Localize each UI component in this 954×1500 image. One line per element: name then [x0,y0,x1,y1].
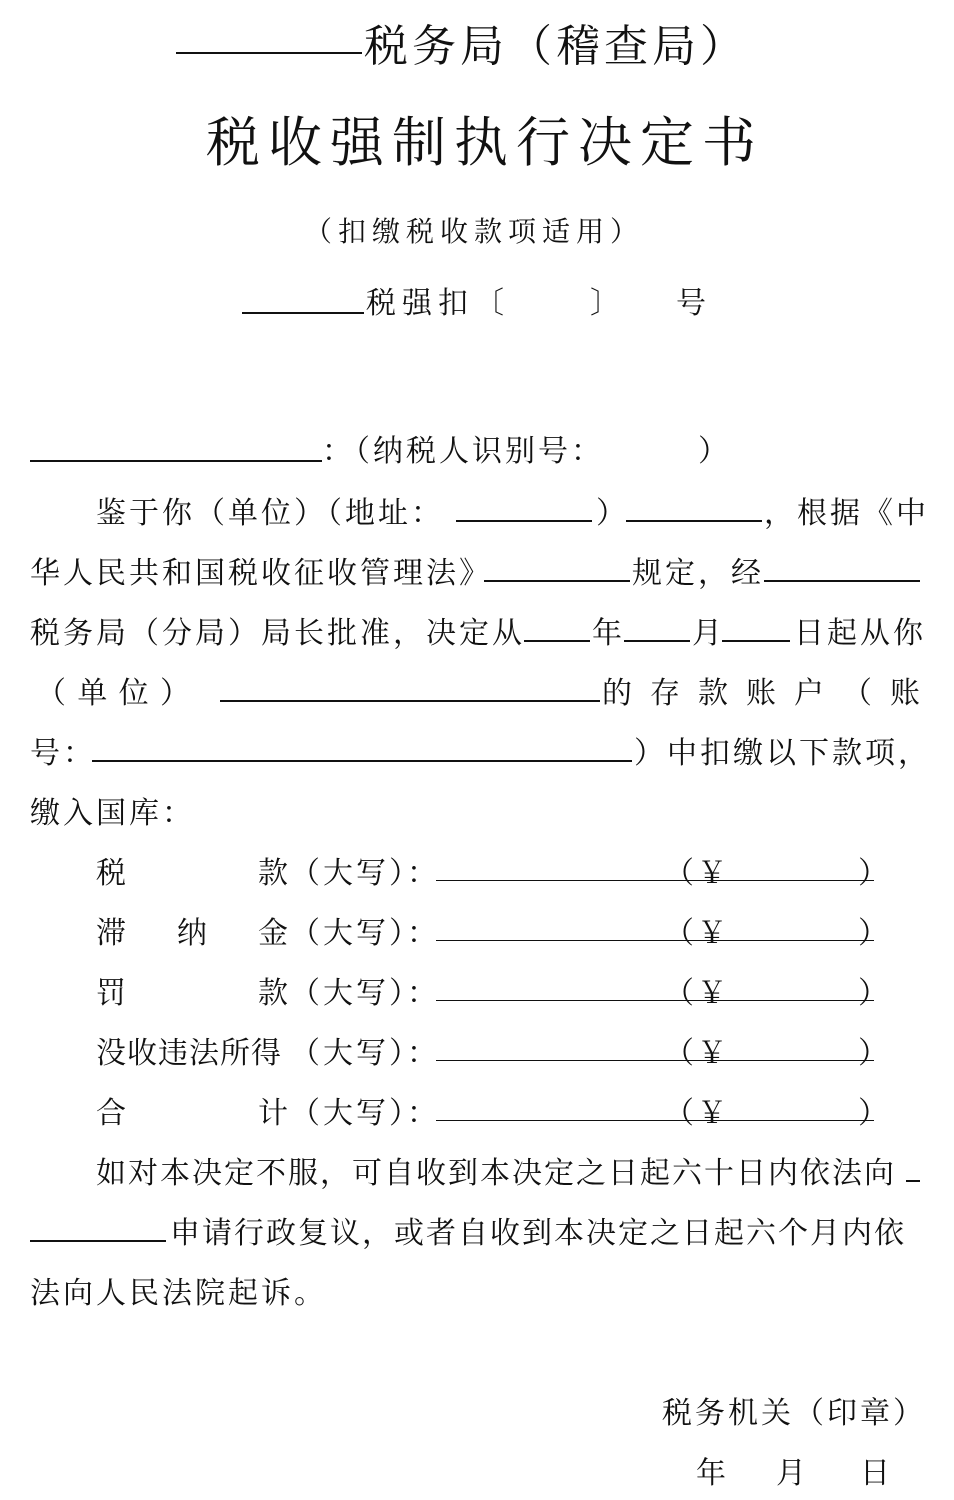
taxpayer-name-blank[interactable] [30,460,322,462]
law-article-blank[interactable] [484,580,630,582]
item-name-tax [96,848,288,892]
issue-date-year: 年 [696,1456,729,1491]
p1-line4-char: 户 [794,676,824,711]
item-suffix: （大写）： [290,856,440,891]
p1-line3-a: 税务局（分局）局长批准，决定从 [30,616,525,651]
issue-date-month: 月 [776,1456,809,1491]
review-agency-blank-end[interactable] [906,1180,920,1182]
document-subtitle: （扣缴税收款项适用） [304,215,645,248]
p1-line4-char: （ [36,676,66,711]
item-close: ） [858,976,891,1011]
p1-line3-day: 日起从你 [794,616,926,651]
p1-line4-char: 存 [650,676,680,711]
item-suffix: （大写）： [290,1096,440,1131]
item-name-char: 滞 [96,916,126,951]
issuing-authority-seal: 税务机关（印章） [662,1396,926,1431]
item-name-late-fee [96,908,288,952]
p1-line6: 缴入国库： [30,796,195,831]
item-name-char: 款 [258,976,288,1011]
p1-line4-char: 位 [118,676,149,711]
p1-line4-char: 的 [602,676,632,711]
p1-line4-char: 账 [746,676,776,711]
month-blank[interactable] [624,640,690,642]
p1-line1-b: ） [596,496,629,531]
p1-line4-char: （ [842,676,872,711]
approving-bureau-blank[interactable] [764,580,920,582]
item-yen: （￥ [664,916,730,951]
item-name-confiscation: 没收违法所得 [96,1036,282,1071]
p1-line1-c: ，根据《中 [764,496,929,531]
taxpayer-id-close: ） [698,434,731,469]
violation-blank[interactable] [626,520,762,522]
item-close: ） [858,916,891,951]
bureau-label: 税务局（稽查局） [364,21,748,72]
p1-line4-char: 单 [77,676,108,711]
p1-line5-a: 号： [30,736,96,771]
unit-name-blank[interactable] [220,700,600,702]
item-suffix: （大写）： [290,1036,440,1071]
total-amount-blank[interactable] [436,1120,874,1121]
p2-line3: 法向人民法院起诉。 [30,1276,327,1311]
p1-line1-a: 鉴于你（单位）（地址： [96,496,444,531]
p1-line3-month: 月 [692,616,725,651]
p2-line2: 申请行政复议，或者自收到本决定之日起六个月内依 [170,1216,906,1251]
bureau-name-blank[interactable] [176,52,362,54]
item-yen: （￥ [664,856,730,891]
account-number-blank[interactable] [92,760,632,762]
item-name-char: 合 [96,1096,126,1131]
item-name-fine [96,968,288,1012]
item-name-char: 纳 [177,916,207,951]
item-name-char: 计 [258,1096,288,1131]
item-suffix: （大写）： [290,976,440,1011]
confiscation-amount-blank[interactable] [436,1060,874,1061]
item-name-char: 罚 [96,976,126,1011]
year-blank[interactable] [524,640,590,642]
review-agency-blank[interactable] [30,1240,166,1242]
p1-line3-year: 年 [592,616,625,651]
item-yen: （￥ [664,1096,730,1131]
item-name-total [96,1088,288,1132]
late-fee-amount-blank[interactable] [436,940,874,941]
item-name-char: 款 [258,856,288,891]
item-name-char: 税 [96,856,126,891]
doc-number-bracket-close: 〕 [590,286,626,321]
doc-number-prefix: 税强扣〔 [366,286,510,321]
p1-line4-char: 账 [890,676,920,711]
item-name-char: 金 [258,916,288,951]
item-close: ） [858,856,891,891]
p2-line1: 如对本决定不服，可自收到本决定之日起六十日内依法向 [96,1156,896,1191]
p1-line5-b: ）中扣缴以下款项， [634,736,931,771]
issue-date-day: 日 [860,1456,893,1491]
document-title: 税收强制执行决定书 [206,111,764,174]
item-close: ） [858,1096,891,1131]
fine-amount-blank[interactable] [436,1000,874,1001]
doc-number-prefix-blank[interactable] [242,312,364,314]
item-suffix: （大写）： [290,916,440,951]
p1-line4-char: 款 [698,676,728,711]
p1-line2-b: 规定，经 [632,556,764,591]
address-blank[interactable] [456,520,592,522]
day-blank[interactable] [722,640,790,642]
p1-line4-char: ） [159,676,190,711]
p1-line4-unit [36,668,190,712]
item-yen: （￥ [664,976,730,1011]
item-yen: （￥ [664,1036,730,1071]
doc-number-suffix: 号 [676,286,712,321]
tax-amount-blank[interactable] [436,880,874,881]
p1-line4-account [602,668,920,712]
item-close: ） [858,1036,891,1071]
taxpayer-id-label: ：（纳税人识别号： [322,434,604,469]
p1-line2-a: 华人民共和国税收征收管理法》 [30,556,492,591]
